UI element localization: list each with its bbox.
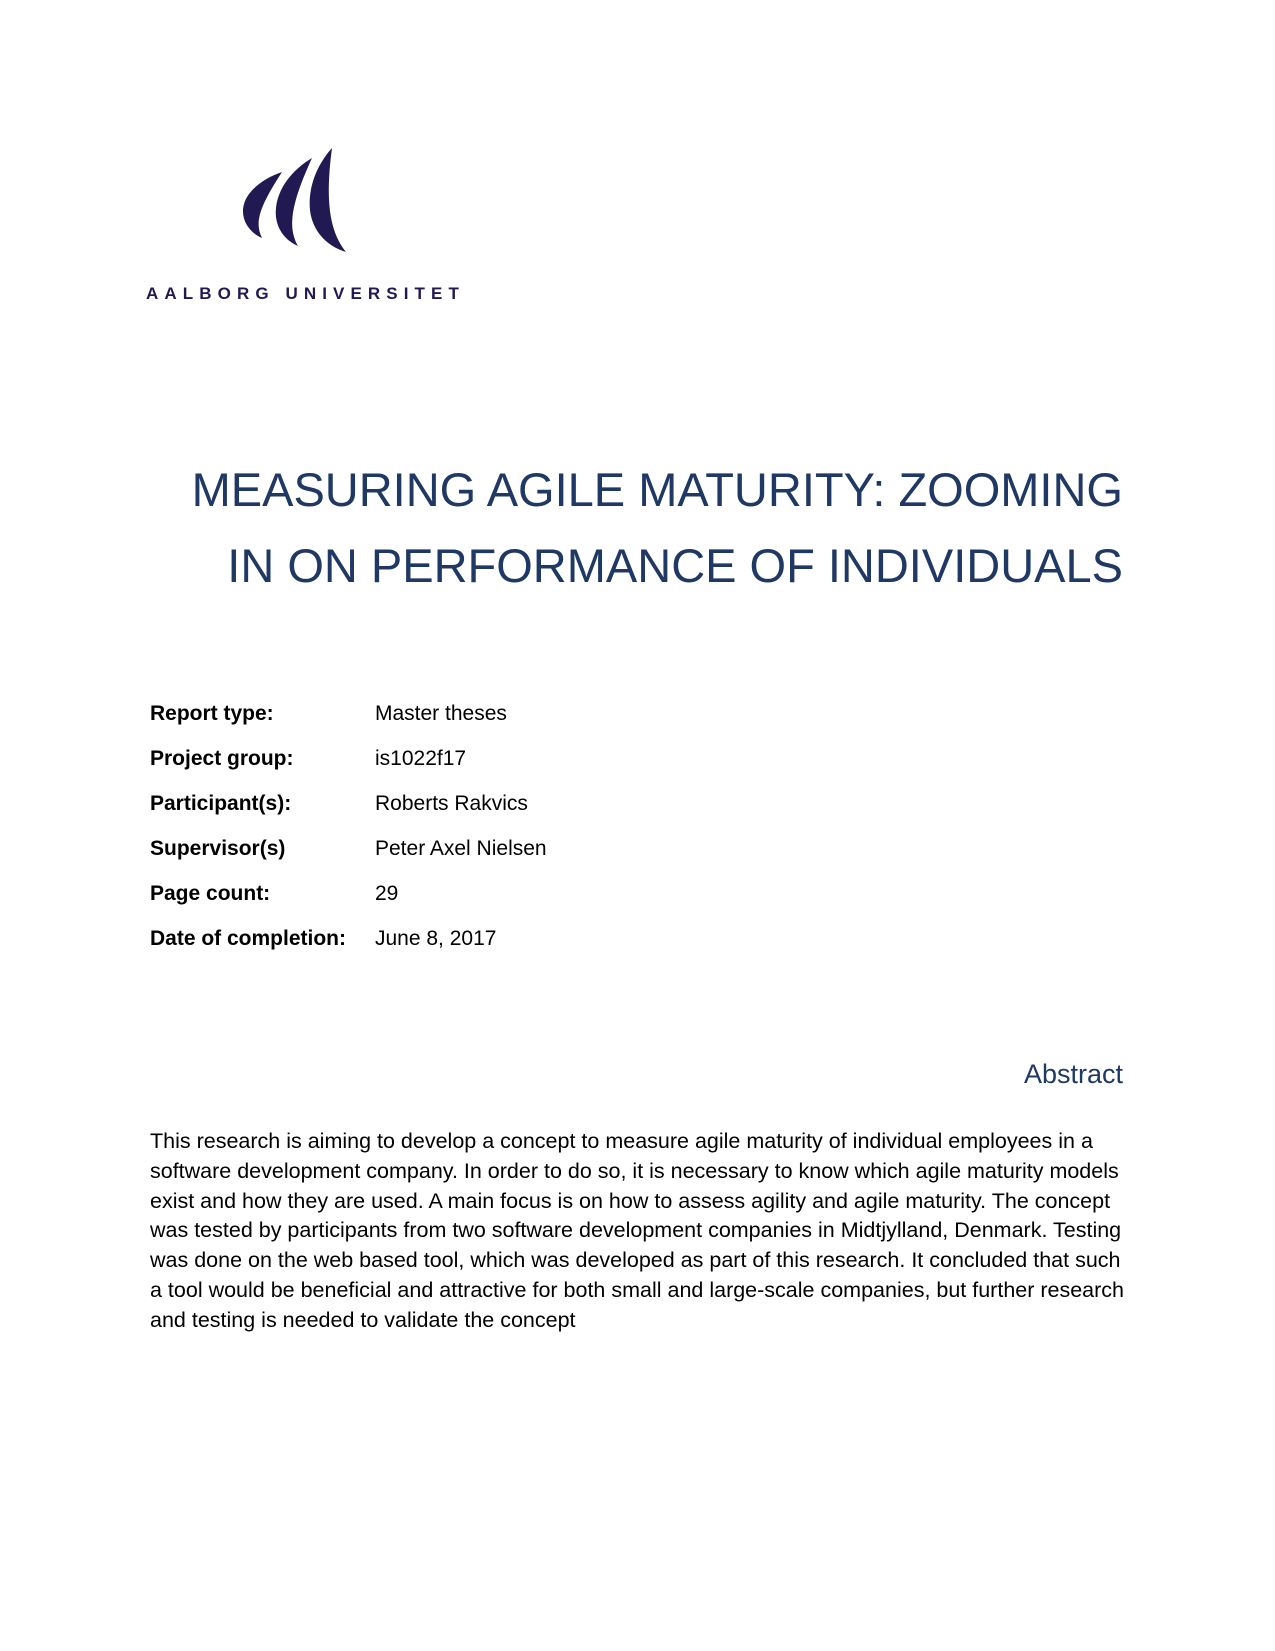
meta-label: Supervisor(s) xyxy=(150,837,286,860)
aau-wave-logo-icon xyxy=(242,148,362,254)
meta-label: Report type: xyxy=(150,702,274,725)
meta-row-page-count xyxy=(150,882,547,927)
meta-label: Participant(s): xyxy=(150,792,292,815)
meta-row-date-of-completion xyxy=(150,927,547,972)
meta-value: Roberts Rakvics xyxy=(375,792,528,815)
abstract-body: This research is aiming to develop a concept to measure agile maturity of individual employees in a software development company. In order to do so, it is necessary to know which agile maturity models exist and how they are used. A main focus is on how to assess agility and agile maturity. The concept was tested by participants from two software development companies in Midtjylland, Denmark. Testing was done on the web based tool, which was developed as part of this research. It concluded that such a tool would be beneficial and attractive for both small and large-scale companies, but further research and testing is needed to validate the concept xyxy=(150,1129,1125,1332)
report-title xyxy=(163,452,1123,604)
meta-value: is1022f17 xyxy=(375,747,467,770)
report-metadata-table xyxy=(150,702,547,972)
meta-label: Date of completion: xyxy=(150,927,347,950)
meta-row-supervisors xyxy=(150,837,547,882)
meta-value: Master theses xyxy=(375,702,507,725)
meta-label: Page count: xyxy=(150,882,271,905)
university-logo xyxy=(146,148,476,308)
meta-row-report-type xyxy=(150,702,547,747)
meta-value: 29 xyxy=(375,882,399,905)
meta-value: Peter Axel Nielsen xyxy=(375,837,547,860)
meta-value: June 8, 2017 xyxy=(375,927,497,950)
meta-row-project-group xyxy=(150,747,547,792)
report-title-line-2: IN ON PERFORMANCE OF INDIVIDUALS xyxy=(227,539,1123,592)
meta-label: Project group: xyxy=(150,747,294,770)
report-title-line-1: MEASURING AGILE MATURITY: ZOOMING xyxy=(191,463,1123,516)
university-name: AALBORG UNIVERSITET xyxy=(146,284,465,303)
abstract-heading: Abstract xyxy=(1023,1059,1123,1089)
meta-row-participants xyxy=(150,792,547,837)
